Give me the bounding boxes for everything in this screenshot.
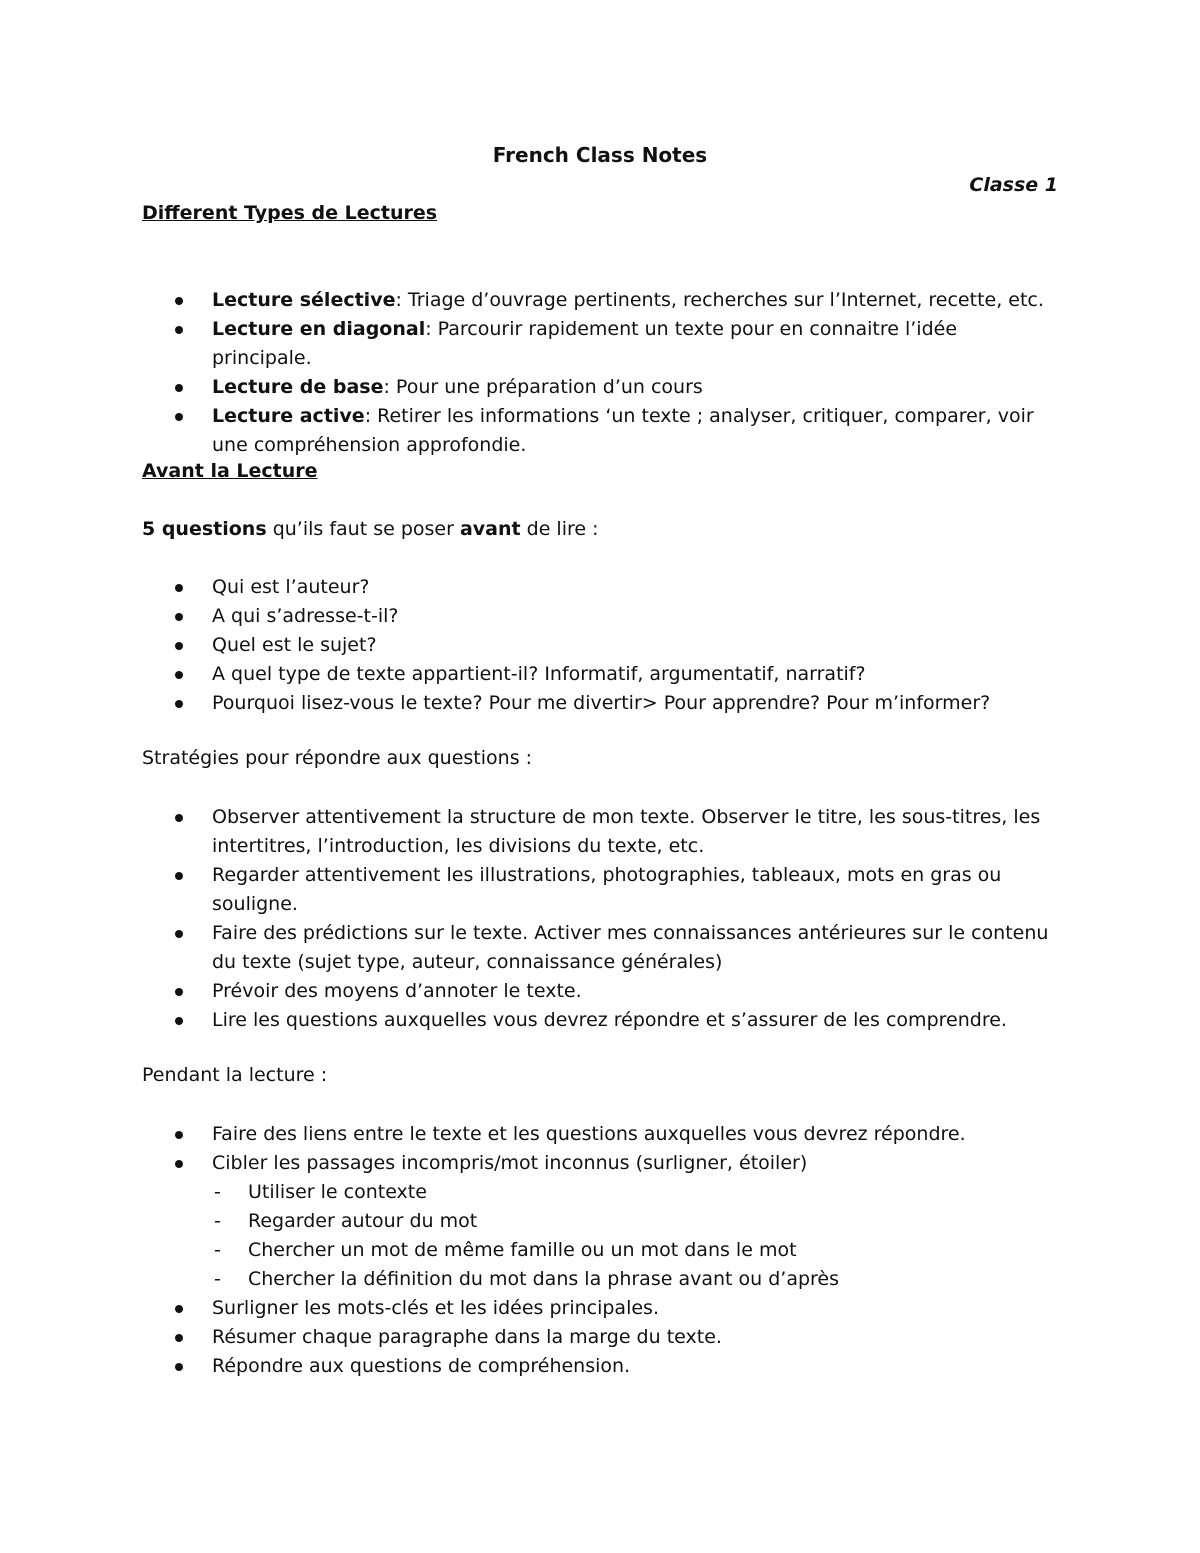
list-item: Résumer chaque paragraphe dans la marge du texte. xyxy=(142,1323,1062,1352)
list-item: Cibler les passages incompris/mot inconnus (surligner, étoiler) - Utiliser le contexte - Regarder autour du mot - Chercher un mot de même famille ou un mot dans le mot - Chercher la définition du mot dans la phrase avant ou d’après xyxy=(142,1149,1062,1294)
questions-intro: 5 questions qu’ils faut se poser avant de lire : xyxy=(142,518,599,540)
sub-list-item: - Regarder autour du mot xyxy=(214,1210,478,1232)
strategies-list xyxy=(142,803,1062,1035)
list-item: Lecture sélective: Triage d’ouvrage pertinents, recherches sur l’Internet, recette, etc. xyxy=(142,286,1062,315)
list-item: Lecture active: Retirer les informations ‘un texte ; analyser, critiquer, comparer, voir une compréhension approfondie. xyxy=(142,402,1062,460)
list-item: Faire des liens entre le texte et les questions auxquelles vous devrez répondre. xyxy=(142,1120,1062,1149)
list-item: Lecture de base: Pour une préparation d’un cours xyxy=(142,373,1062,402)
section-heading-types: Different Types de Lectures xyxy=(142,202,438,224)
class-number: Classe 1 xyxy=(969,174,1058,196)
questions-list xyxy=(142,573,1062,718)
strategies-label: Stratégies pour répondre aux questions : xyxy=(142,747,533,769)
list-item: Qui est l’auteur? xyxy=(142,573,1062,602)
sub-list xyxy=(212,1178,1062,1294)
reading-types-list xyxy=(142,286,1062,460)
list-item: Pourquoi lisez-vous le texte? Pour me divertir> Pour apprendre? Pour m’informer? xyxy=(142,689,1062,718)
list-item: Regarder attentivement les illustrations, photographies, tableaux, mots en gras ou souligne. xyxy=(142,861,1062,919)
list-item: Faire des prédictions sur le texte. Activer mes connaissances antérieures sur le contenu du texte (sujet type, auteur, connaissance générales) xyxy=(142,919,1062,977)
pendant-list xyxy=(142,1120,1062,1381)
sub-list-item: - Chercher la définition du mot dans la phrase avant ou d’après xyxy=(214,1268,840,1290)
pendant-label: Pendant la lecture : xyxy=(142,1064,328,1086)
section-heading-avant: Avant la Lecture xyxy=(142,460,318,482)
sub-list-item: - Chercher un mot de même famille ou un mot dans le mot xyxy=(214,1239,797,1261)
page-title: French Class Notes xyxy=(492,143,708,167)
list-item: Répondre aux questions de compréhension. xyxy=(142,1352,1062,1381)
sub-list-item: - Utiliser le contexte xyxy=(214,1181,427,1203)
list-item: Quel est le sujet? xyxy=(142,631,1062,660)
list-item: Observer attentivement la structure de mon texte. Observer le titre, les sous-titres, les intertitres, l’introduction, les divisions du texte, etc. xyxy=(142,803,1062,861)
list-item: Surligner les mots-clés et les idées principales. xyxy=(142,1294,1062,1323)
list-item: A qui s’adresse-t-il? xyxy=(142,602,1062,631)
list-item: Lecture en diagonal: Parcourir rapidement un texte pour en connaitre l’idée principale. xyxy=(142,315,1062,373)
list-item: Lire les questions auxquelles vous devrez répondre et s’assurer de les comprendre. xyxy=(142,1006,1062,1035)
list-item: Prévoir des moyens d’annoter le texte. xyxy=(142,977,1062,1006)
list-item: A quel type de texte appartient-il? Informatif, argumentatif, narratif? xyxy=(142,660,1062,689)
